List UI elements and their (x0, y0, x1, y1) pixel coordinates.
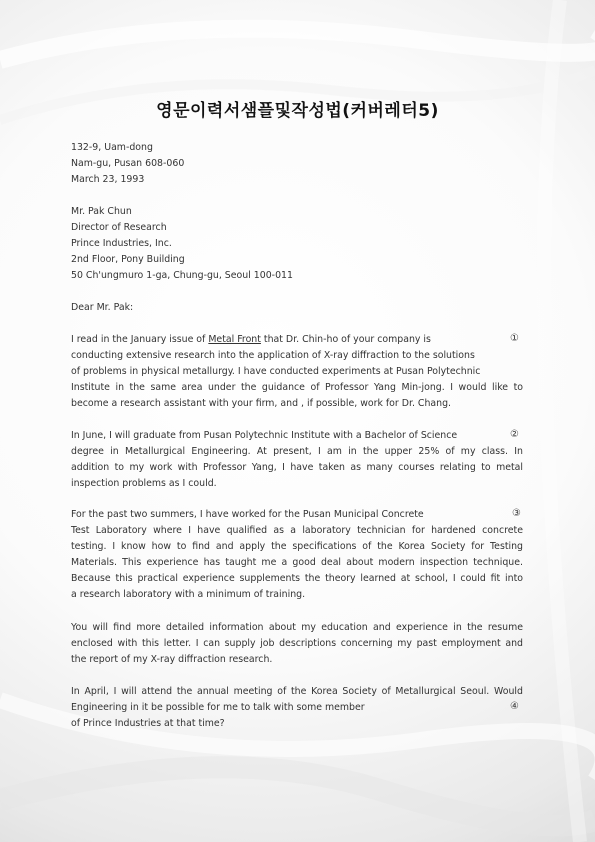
paragraph-line: of Prince Industries at that time? (71, 718, 225, 729)
paragraph-line: enclosed with this letter. I can supply job descriptions concerning my past employment and (71, 638, 523, 649)
paragraph-line: testing. I know how to find and apply the specifications of the Korea Society for Testing (71, 541, 523, 552)
paragraph-1 (71, 332, 523, 412)
recipient-title: Director of Research (71, 222, 167, 233)
document-title: 영문이력서샘플및작성법(커버레터5) (156, 101, 439, 121)
recipient-street: 50 Ch'ungmuro 1-ga, Chung-gu, Seoul 100-011 (71, 270, 293, 281)
paragraph-marker-2: ② (510, 429, 519, 440)
paragraph-line: Materials. This experience has taught me a good deal about modern inspection technique. (71, 557, 523, 568)
recipient-building: 2nd Floor, Pony Building (71, 254, 185, 265)
paragraph-line (71, 332, 523, 348)
paragraph-line: addition to my work with Professor Yang, I have taken as many courses relating to metal (71, 462, 523, 473)
letter-date: March 23, 1993 (71, 174, 145, 185)
paragraph-3 (71, 507, 523, 603)
paragraph-marker-1: ① (510, 333, 519, 344)
paragraph-line: a research laboratory with a minimum of training. (71, 589, 306, 600)
paragraph-marker-4: ④ (510, 701, 519, 712)
recipient-name: Mr. Pak Chun (71, 206, 132, 217)
sender-city: Nam-gu, Pusan 608-060 (71, 158, 185, 169)
paragraph-line: become a research assistant with your firm, and , if possible, work for Dr. Chang. (71, 398, 452, 409)
paragraph-line: Institute in the same area under the guidance of Professor Yang Min-jong. I would like to (71, 382, 523, 393)
salutation-text: Dear Mr. Pak: (71, 302, 134, 313)
paragraph-5 (71, 684, 523, 732)
paragraph-line: of problems in physical metallurgy. I have conducted experiments at Pusan Polytechnic (71, 366, 481, 377)
paragraph-4 (71, 620, 523, 668)
paragraph-line: Engineering in it be possible for me to talk with some member (71, 702, 365, 713)
paragraph-line: inspection problems as I could. (71, 478, 217, 489)
paragraph-line: the report of my X-ray diffraction research. (71, 654, 273, 665)
paragraph-marker-3: ③ (512, 508, 521, 519)
paragraph-line: You will find more detailed information about my education and experience in the resume (71, 622, 523, 633)
paragraph-line: Test Laboratory where I have qualified as a laboratory technician for hardened concrete (71, 525, 523, 536)
paragraph-line: In June, I will graduate from Pusan Polytechnic Institute with a Bachelor of Science (71, 430, 458, 441)
paragraph-line: degree in Metallurgical Engineering. At present, I am in the upper 25% of my class. In (71, 446, 523, 457)
paragraph-line: conducting extensive research into the application of X-ray diffraction to the solutions (71, 350, 475, 361)
salutation (71, 300, 523, 316)
paragraph-line: Because this practical experience supplements the theory learned at school, I could fit into (71, 573, 523, 584)
publication-title: Metal Front (208, 334, 261, 345)
sender-address (71, 140, 523, 188)
paragraph-text: I read in the January issue of (71, 334, 209, 345)
recipient-company: Prince Industries, Inc. (71, 238, 172, 249)
recipient-address (71, 204, 523, 284)
paragraph-text: that Dr. Chin-ho of your company is (260, 334, 431, 345)
sender-street: 132-9, Uam-dong (71, 142, 153, 153)
paragraph-line: In April, I will attend the annual meeting of the Korea Society of Metallurgical Seoul. Would (71, 686, 523, 697)
paragraph-2 (71, 428, 523, 492)
paragraph-line: For the past two summers, I have worked for the Pusan Municipal Concrete (71, 509, 424, 520)
